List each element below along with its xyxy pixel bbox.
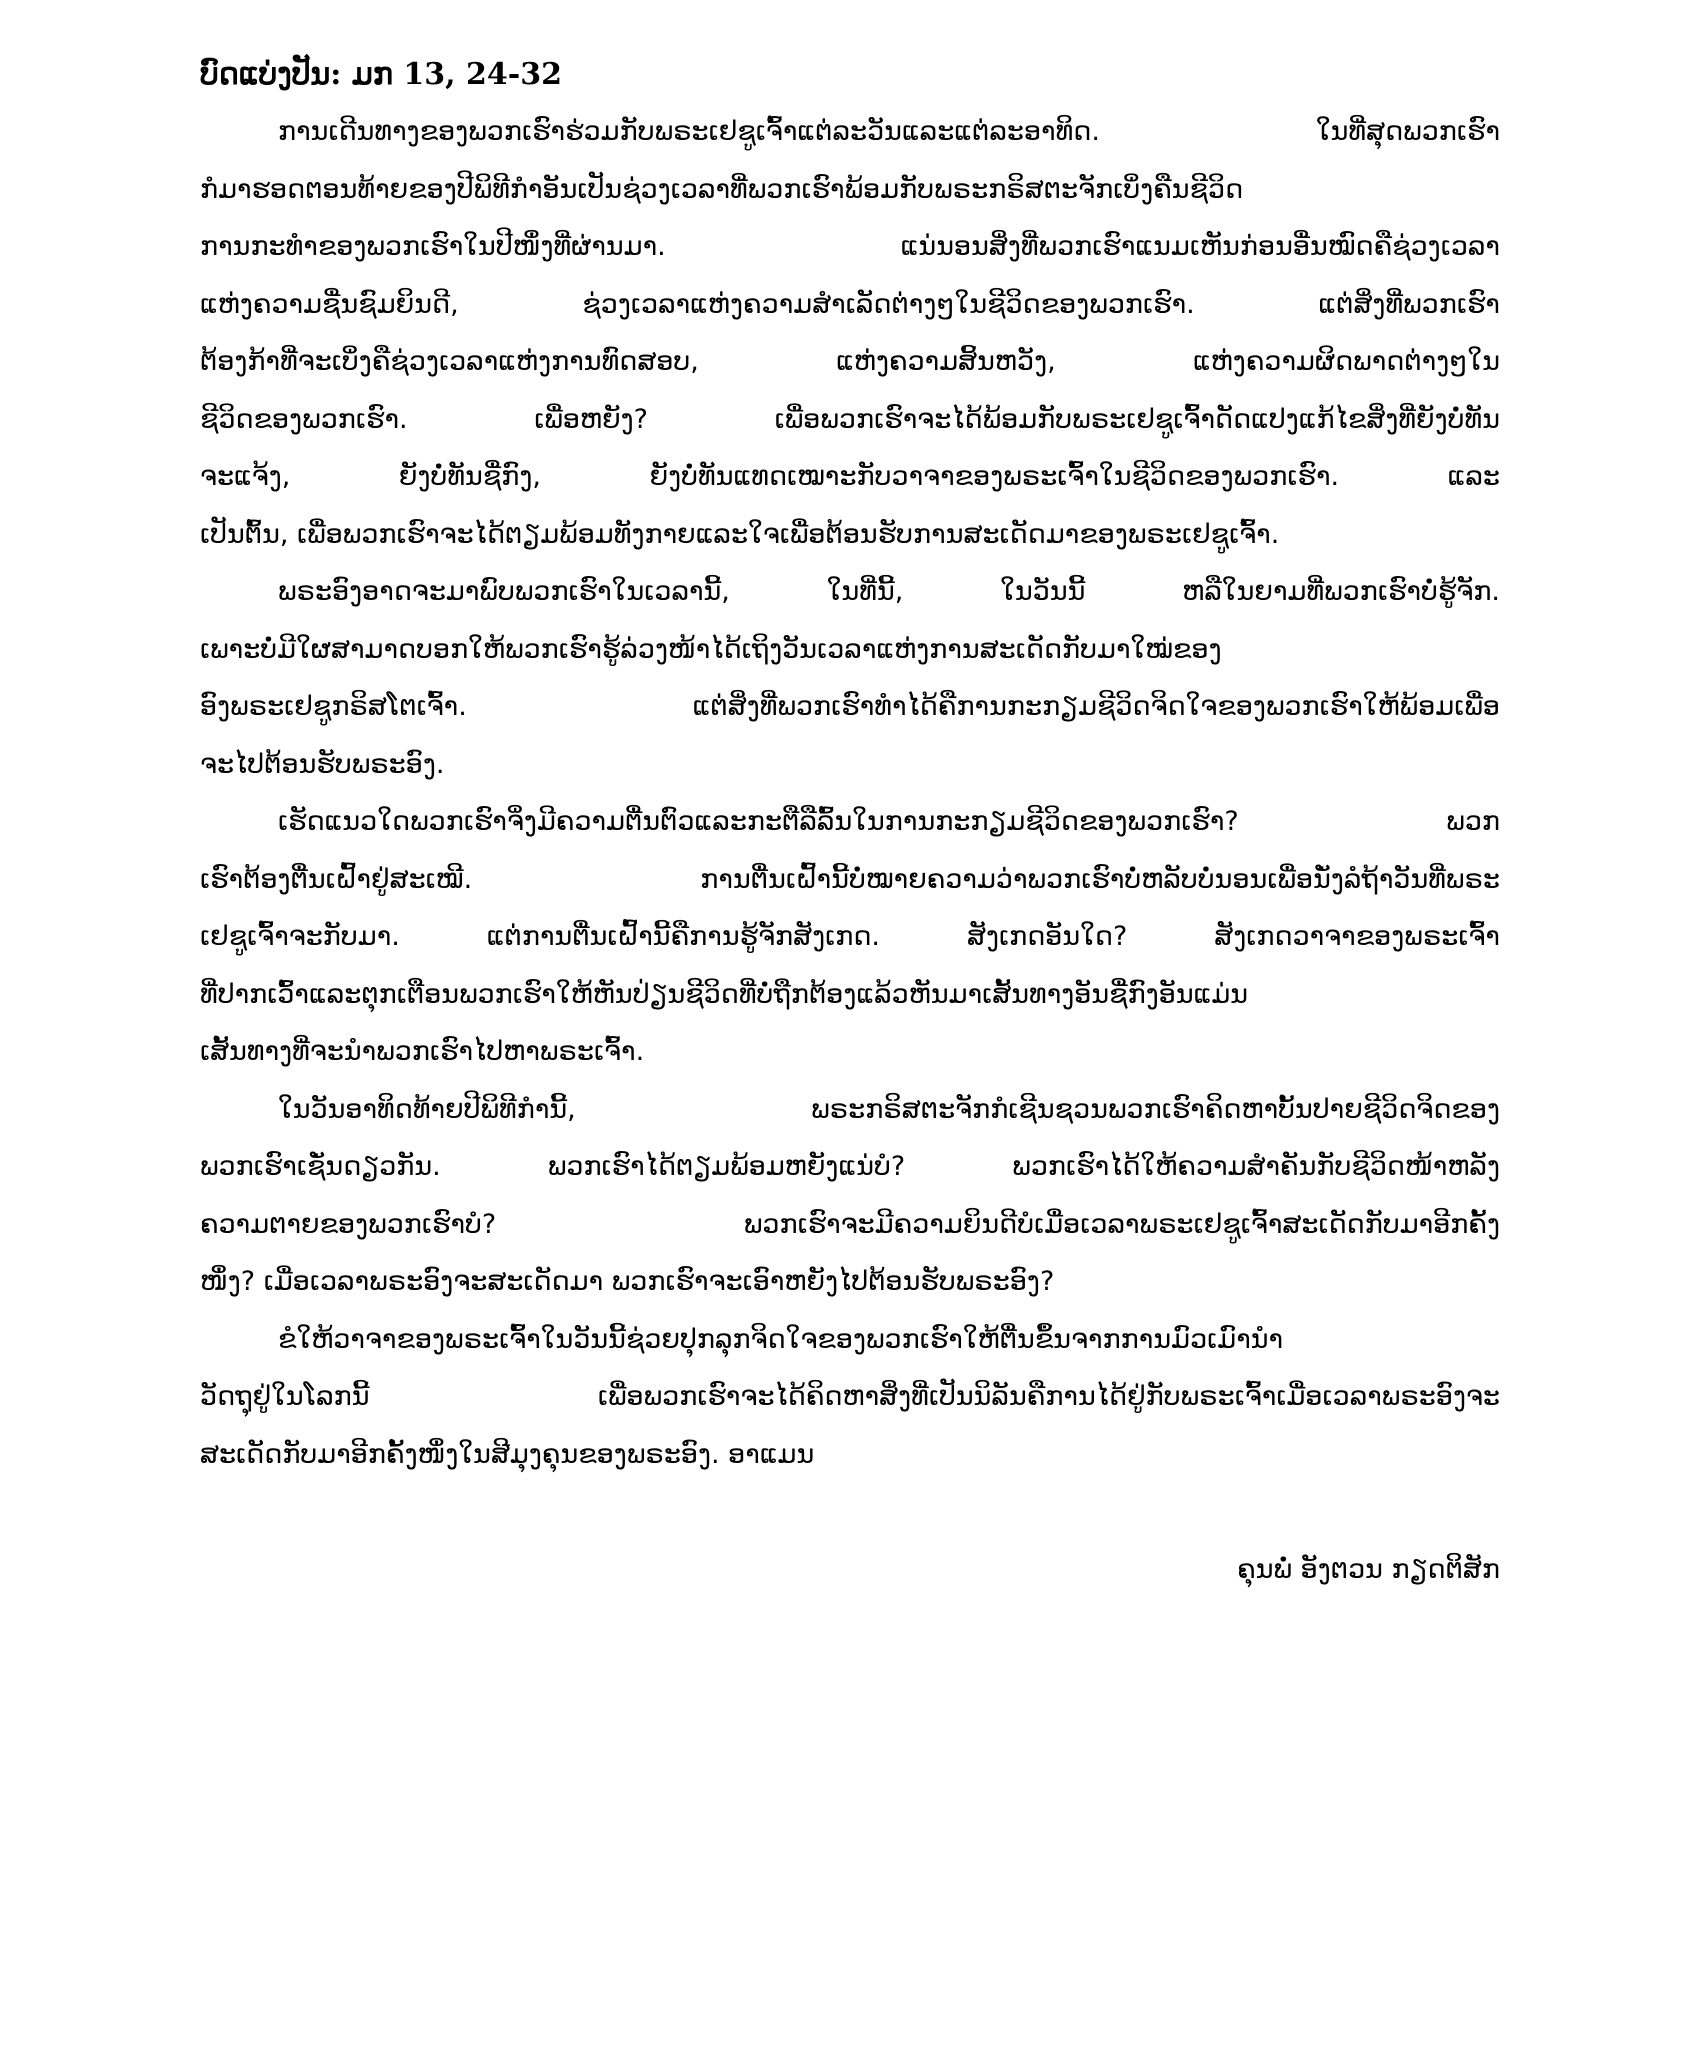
paragraph-line: ພວກເຮົາເຊັ່ນດຽວກັນ. ພວກເຮົາໄດ້ຕຽມພ້ອມຫຍັງແນ່ບໍ? ພວກເຮົາໄດ້ໃຫ້ຄວາມສໍາຄັນກັບຊີວິດໜ້າຫລັງ — [200, 1151, 1500, 1182]
paragraph-line: ເຮົາຕ້ອງຕື່ນເຝົ້າຢູ່ສະເໝີ. ການຕື່ນເຝົ້ານີ້ບໍ່ໝາຍຄວາມວ່າພວກເຮົາບໍ່ຫລັບບໍ່ນອນເພື່ອນັ່ງລໍຖ້າວັນທີ່ພຣະ — [200, 863, 1500, 895]
paragraph-line: ເຢຊູເຈົ້າຈະກັບມາ. ແຕ່ການຕື່ນເຝົ້ານີ້ຄືການຮູ້ຈັກສັງເກດ. ສັງເກດອັນໃດ? ສັງເກດວາຈາຂອງພຣະເຈົ້າ — [200, 921, 1500, 952]
paragraph-line: ຄວາມຕາຍຂອງພວກເຮົາບໍ? ພວກເຮົາຈະມີຄວາມຍິນດີບໍເມື່ອເວລາພຣະເຢຊູເຈົ້າສະເດັດກັບມາອີກຄັ້ງ — [200, 1208, 1500, 1240]
paragraph — [200, 103, 1500, 563]
paragraph-line: ໜຶ່ງ? ເມື່ອເວລາພຣະອົງຈະສະເດັດມາ ພວກເຮົາຈະເອົາຫຍັງໄປຕ້ອນຮັບພຣະອົງ? — [200, 1266, 1055, 1297]
paragraph-line: ຈະໄປຕ້ອນຮັບພຣະອົງ. — [200, 748, 445, 780]
paragraph-line: ຊີວິດຂອງພວກເຮົາ. ເພື່ອຫຍັງ? ເພື່ອພວກເຮົາຈະໄດ້ພ້ອມກັບພຣະເຢຊູເຈົ້າດັດແປງແກ້ໄຂສິ່ງທີ່ຍັງບໍ່ທັນ — [200, 403, 1500, 435]
paragraph-line: ກໍມາຮອດຕອນທ້າຍຂອງປີພິທີກໍາອັນເປັນຊ່ວງເວລາທີ່ພວກເຮົາພ້ອມກັບພຣະກຣິສຕະຈັກເບິ່ງຄືນຊີວິດ — [200, 173, 1244, 205]
paragraph-line: ແຫ່ງຄວາມຊື່ນຊົມຍິນດີ, ຊ່ວງເວລາແຫ່ງຄວາມສໍາເລັດຕ່າງໆໃນຊີວິດຂອງພວກເຮົາ. ແຕ່ສິ່ງທີ່ພວກເຮົາ — [200, 288, 1500, 320]
paragraph-line: ເປັນຕົ້ນ, ເພື່ອພວກເຮົາຈະໄດ້ຕຽມພ້ອມທັງກາຍແລະໃຈເພື່ອຕ້ອນຮັບການສະເດັດມາຂອງພຣະເຢຊູເຈົ້າ. — [200, 518, 1280, 550]
paragraph — [200, 1311, 1500, 1484]
paragraph-line: ວັດຖຸຢູ່ໃນໂລກນີ້ ເພື່ອພວກເຮົາຈະໄດ້ຄິດຫາສິ່ງທີ່ເປັນນິລັນຄືການໄດ້ຢູ່ກັບພຣະເຈົ້າເມື່ອເວລາພຣະອົງຈະ — [200, 1381, 1500, 1412]
document-body — [200, 103, 1500, 1483]
paragraph-line: ເສັ້ນທາງທີ່ຈະນໍາພວກເຮົາໄປຫາພຣະເຈົ້າ. — [200, 1036, 645, 1067]
paragraph-line: ເພາະບໍ່ມີໃຜສາມາດບອກໃຫ້ພວກເຮົາຮູ້ລ່ວງໜ້າໄດ້ເຖິງວັນເວລາແຫ່ງການສະເດັດກັບມາໃໝ່ຂອງ — [200, 633, 1222, 665]
paragraph-line: ໃນວັນອາທິດທ້າຍປີພິທີກໍານີ້, ພຣະກຣິສຕະຈັກກໍເຊີນຊວນພວກເຮົາຄິດຫາບັ້ນປາຍຊີວິດຈິດຂອງ — [278, 1093, 1500, 1125]
page-title: ບົດແບ່ງປັນ: ມກ 13, 24-32 — [200, 57, 562, 92]
paragraph-line: ພຣະອົງອາດຈະມາພົບພວກເຮົາໃນເວລານີ້, ໃນທີ່ນີ້, ໃນວັນນີ້ ຫລືໃນຍາມທີ່ພວກເຮົາບໍ່ຮູ້ຈັກ. — [278, 576, 1500, 607]
paragraph-line: ເຮັດແນວໃດພວກເຮົາຈິ່ງມີຄວາມຕື່ນຕົວແລະກະຕືລືລົ້ນໃນການກະກຽມຊີວິດຂອງພວກເຮົາ? ພວກ — [278, 806, 1500, 837]
paragraph-line: ການເດີນທາງຂອງພວກເຮົາຮ່ວມກັບພຣະເຢຊູເຈົ້າແຕ່ລະວັນແລະແຕ່ລະອາທິດ. ໃນທີ່ສຸດພວກເຮົາ — [278, 116, 1500, 147]
paragraph-line: ຂໍໃຫ້ວາຈາຂອງພຣະເຈົ້າໃນວັນນີ້ຊ່ວຍປຸກລຸກຈິດໃຈຂອງພວກເຮົາໃຫ້ຕື່ນຂຶ້ນຈາກການມົວເມົານໍາ — [278, 1323, 1284, 1355]
paragraph-line: ຕ້ອງກ້າທີ່ຈະເບິ່ງຄືຊ່ວງເວລາແຫ່ງການທົດສອບ, ແຫ່ງຄວາມສິ້ນຫວັງ, ແຫ່ງຄວາມຜິດພາດຕ່າງໆໃນ — [200, 346, 1500, 377]
paragraph — [200, 793, 1500, 1081]
paragraph — [200, 563, 1500, 793]
paragraph-line: ການກະທໍາຂອງພວກເຮົາໃນປີໜຶ່ງທີ່ຜ່ານມາ. ແນ່ນອນສິ່ງທີ່ພວກເຮົາແນມເຫັນກ່ອນອື່ນໝົດຄືຊ່ວງເວລາ — [200, 231, 1500, 262]
paragraph-line: ອົງພຣະເຢຊູກຣິສໂຕເຈົ້າ. ແຕ່ສິ່ງທີ່ພວກເຮົາທໍາໄດ້ຄືການກະກຽມຊີວິດຈິດໃຈຂອງພວກເຮົາໃຫ້ພ້ອມເພື່ອ — [200, 691, 1500, 722]
paragraph — [200, 1081, 1500, 1311]
paragraph-line: ສະເດັດກັບມາອີກຄັ້ງໜຶ່ງໃນສີມຸງຄຸນຂອງພຣະອົງ. ອາແມນ — [200, 1438, 815, 1470]
paragraph-line: ທີ່ປາກເວົ້າແລະຕຸກເຕືອນພວກເຮົາໃຫ້ຫັນປ່ຽນຊີວິດທີ່ບໍ່ຖືກຕ້ອງແລ້ວຫັນມາເສັ້ນທາງອັນຊື່ກົງອັນແມ່ນ — [200, 978, 1249, 1010]
signature: ຄຸນພໍ່ ອັງຕວນ ກຽດຕິສັກ — [1237, 1554, 1500, 1585]
paragraph-line: ຈະແຈ້ງ, ຍັງບໍ່ທັນຊື່ກົງ, ຍັງບໍ່ທັນແທດເໝາະກັບວາຈາຂອງພຣະເຈົ້າໃນຊີວິດຂອງພວກເຮົາ. ແລະ — [200, 461, 1500, 492]
